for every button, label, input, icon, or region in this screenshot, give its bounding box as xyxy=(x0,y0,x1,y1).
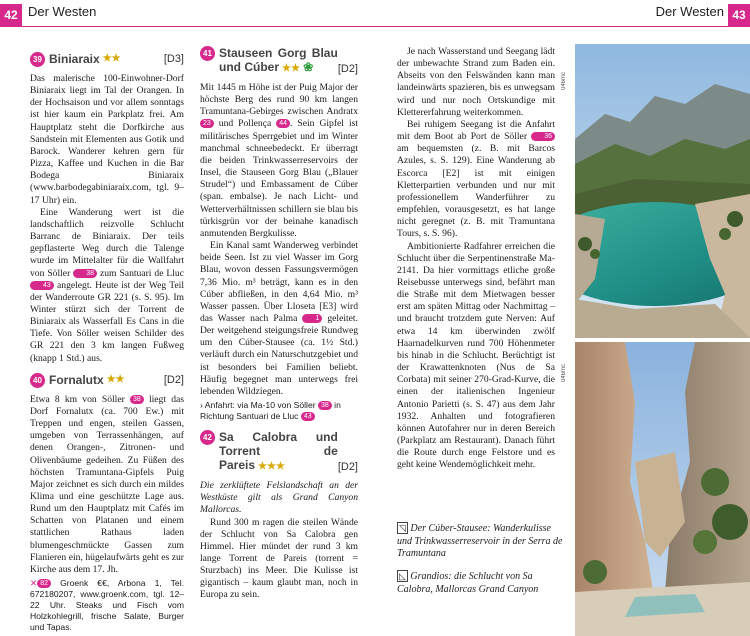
text-run: zum Santuari de Lluc xyxy=(100,267,184,279)
header-rule-right xyxy=(375,26,750,27)
left-column-2 xyxy=(200,46,358,602)
paragraph: Das malerische 100-Einwohner-Dorf Biniaraix liegt im Tal der Orangen. In der Hochsaison und vor allem sonntags ist hier kaum ein Parkplatz frei. Am Hauptplatz steht die Dorfkirche aus Sandstein mit Elementen aus Gotik und Barock. Wanderer kehren gern für Pizza, Kaffee und Kuchen in die Bar Bodega Biniaraix (www.barbodegabiniaraix.com, tgl. 9–17 Uhr) ein. xyxy=(30,73,184,206)
place-ref-badge: 43 xyxy=(30,281,54,290)
photo-caption-1 xyxy=(397,522,567,561)
map-grid-ref: [D3] xyxy=(163,53,184,65)
caption-arrow-icon: ◺ xyxy=(399,571,406,581)
section-number-badge: 41 xyxy=(200,46,215,61)
right-page xyxy=(375,0,750,636)
place-ref-badge: 1 xyxy=(302,314,322,323)
section-heading-42 xyxy=(200,430,358,474)
photo-sa-calobra-canyon xyxy=(575,342,750,636)
section-number-badge: 40 xyxy=(30,373,45,388)
caption-text: Der Cúber-Stausee: Wanderkulisse und Trinkwasserreservoir in der Serra de Tramuntana xyxy=(397,523,563,559)
text-run: › Anfahrt: via Ma-10 von Söller xyxy=(200,400,316,411)
photo-caption-2 xyxy=(397,570,567,596)
page-number-right: 43 xyxy=(728,4,750,26)
section-title xyxy=(219,46,338,76)
paragraph: Rund 300 m ragen die steilen Wände der Schlucht von Sa Calobra gen Himmel. Hier mündet der rund 3 km lange Torrent de Pareis (torrent = Sturzbach) ins Meer. Die Kulisse ist gigantisch – kaum glaubt man, noch in Europa zu sein. xyxy=(200,516,358,601)
section-title: Fornalutx xyxy=(49,372,104,387)
place-ref-badge: 23 xyxy=(200,119,214,128)
section-heading-39 xyxy=(30,52,184,67)
paragraph: Je nach Wasserstand und Seegang lädt der unbewachte Strand zum Baden ein. Abseits von den Felswänden kann man landeinwärts spazieren, bis es unwegsam wird und nur noch Ortskundige mit Klettererfahrung weiterkommen. xyxy=(397,46,555,118)
page-number-left: 42 xyxy=(0,4,22,26)
rating-stars-icon: ★★ xyxy=(106,373,125,385)
text-run: Mit 1445 m Höhe ist der Puig Major der höchste Berg des rund 90 km langen Tramuntana-Gebirges zwischen Andratx xyxy=(200,82,358,118)
section-title xyxy=(219,430,338,474)
restaurant-tip xyxy=(30,578,184,633)
directions-note xyxy=(200,400,358,422)
text-run: Etwa 8 km von Söller xyxy=(30,393,125,405)
text-run: in Richtung Santuari de Lluc xyxy=(200,400,341,422)
text-run: Bei ruhigem Seegang ist die Anfahrt mit dem Boot ab Port de Söller xyxy=(397,118,555,143)
place-ref-badge: 38 xyxy=(130,395,144,404)
text-run: Eine Wanderung wert ist die landschaftlich reizvolle Schlucht Barranc de Biniaraix. Der teils gepflasterte Weg durch die Talenge wurde im Mittelalter für die Wallfahrt von Söller xyxy=(30,206,184,279)
paragraph xyxy=(200,82,358,240)
section-title: Biniaraix xyxy=(49,52,100,66)
text-run: angelegt. Heute ist der Weg Teil der Wanderroute GR 221 (s. S. 95). Im Winter stürzt sich der Torrent de Biniaraix als Wasserfall Es Cans in die Tiefe. Von Söller weisen Schilder des GR 221 den 3 km langen Fußweg (knapp 1 Std.) aus. xyxy=(30,279,184,364)
right-column xyxy=(397,46,555,471)
canyon-illustration xyxy=(575,342,750,636)
header-rule-left xyxy=(0,26,375,27)
paragraph: Ambitionierte Radfahrer erreichen die Schlucht über die Serpentinenstraße Ma-2141. Da hier vormittags etliche große Reisebusse unterwegs sind, befährt man die Straße mit dem Mietwagen besser erst am späten Mittag oder Nachmittag – und braucht trotzdem gute Nerven: Auf etwa 14 km überwinden zwölf Haarnadelkurven rund 700 Höhenmeter bis hinab in die Schlucht. Berüchtigt ist der Krawattenknoten (Nus de Sa Corbata) mit seiner 270-Grad-Kurve, die einen der italienischen Ingenieur Antonio Parietti (s. S. 47) aus dem Jahr 1932. Anhalten und fotografieren können Autofahrer nur in deren Bereich (Parkplatz am Restaurant). Danach führt die Route durch enge Felstore und es geht keine Wendemöglichkeit mehr. xyxy=(397,240,555,471)
page-header-right: Der Westen xyxy=(655,4,724,19)
caption-arrow-icon: ◹ xyxy=(399,523,406,533)
place-ref-badge: 38 xyxy=(318,401,332,410)
section-heading-40 xyxy=(30,373,184,388)
page-header-left: Der Westen xyxy=(28,4,97,19)
text-run: und Pollença xyxy=(218,118,272,130)
photo-credit: 046mc xyxy=(561,71,567,90)
text-run: geleitet. Der weitgehend steigungsfreie Rundweg um den Cúber-Stausee (ca. 1½ Std.) verläuft durch ein Naturschutzgebiet und ist besonders bei Familien beliebt. Häufig begegnet man unterwegs frei lebenden Wildziegen. xyxy=(200,312,358,397)
text-run: Groenk €€, Arbona 1, Tel. 672180207, www.groenk.com, tgl. 12–22 Uhr. Steaks und Fisch vom Holzkohlegrill, frische Salate, Burger und Tapas. xyxy=(30,578,184,633)
place-ref-badge: 38 xyxy=(73,269,97,278)
text-run: am bequemsten (z. B. mit Barcos Azules, s. S. 129). Eine Wanderung ab Escorca [E2] ist mit einigen Kletterpartien verbunden und nur mit professionellem Wanderführer zu empfehlen, vorausgesetzt, es hat lange nicht geregnet (z. B. mit Tramuntana Tours, s. S. 96). xyxy=(397,143,555,240)
tip-number-badge: 82 xyxy=(37,579,51,588)
photo-cuber-reservoir xyxy=(575,44,750,338)
map-grid-ref: [D2] xyxy=(163,373,184,386)
map-grid-ref: [D2] xyxy=(337,461,358,474)
place-ref-badge: 44 xyxy=(276,119,290,128)
reservoir-illustration xyxy=(575,44,750,338)
text-run: . Sein Gipfel ist militärisches Sperrgebiet und im Winter manchmal schneebedeckt. Er überragt die beiden Trinkwasserreservoirs der Insel, die Stauseen Gorg Blau („Blauer Strudel“) und Embassament de Cúber (span. embalse). Je nach Licht- und Wetterverhältnissen schillern sie blau bis türkisgrün vor der beinahe kanadisch anmutenden Bergkulisse. xyxy=(200,118,359,239)
rating-stars-icon: ★★ xyxy=(102,53,121,64)
section-title-text: Sa Calobra und Torrent de Pareis xyxy=(219,430,338,473)
section-intro: Die zerklüftete Felslandschaft an der Westküste gilt als Grand Canyon Mallorcas. xyxy=(200,480,358,516)
map-grid-ref: [D2] xyxy=(337,63,358,75)
section-number-badge: 42 xyxy=(200,430,215,445)
fork-knife-icon: ✕ xyxy=(30,578,38,589)
paragraph xyxy=(200,240,358,398)
rating-stars-icon: ★★ xyxy=(282,63,300,74)
photo-credit: 046mc xyxy=(561,363,567,382)
text-run: liegt das Dorf Fornalutx (ca. 700 Ew.) mit Treppen und engen, steilen Gassen, umgeben von Terrassenhängen, auf denen Orangen-, Zitronen- und Olivenbäume gedeihen. Zu Füßen des höchsten Tramuntana-Gipfels Puig Major zeichnet es sich durch ein mildes Klima und eine geschützte Lage aus. Rund um den Hauptplatz mit Cafés im Schatten von Platanen und einem stattlichen Rathaus laden blumengeschmückte Gassen zum Flanieren ein, hügelaufwärts geht es zur Kirche aus dem 17. Jh. xyxy=(30,393,184,575)
place-ref-badge: 43 xyxy=(301,412,315,421)
place-ref-badge: 36 xyxy=(531,132,555,141)
left-column-1 xyxy=(30,52,184,633)
section-number-badge: 39 xyxy=(30,52,45,67)
paragraph xyxy=(30,207,184,365)
text-run: Ein Kanal samt Wanderweg verbindet beide Seen. Ist zu viel Wasser im Gorg Blau, wovon dessen Fassungsvermögen 7,36 Mio. m³ beträgt, kann es in den Cúber abfließen, in den 4,64 Mio. m³ Wasser passen. Über Lloseta [E3] wird das Wasser nach Palma xyxy=(200,240,358,324)
nature-icon: ❀ xyxy=(303,60,314,74)
section-title-text: Stauseen Gorg Blau und Cúber xyxy=(219,46,338,74)
section-heading-41 xyxy=(200,46,358,76)
paragraph xyxy=(397,119,555,241)
paragraph xyxy=(30,394,184,576)
caption-text: Grandios: die Schlucht von Sa Calobra, Mallorcas Grand Canyon xyxy=(397,571,539,595)
rating-stars-icon: ★★★ xyxy=(258,461,285,473)
